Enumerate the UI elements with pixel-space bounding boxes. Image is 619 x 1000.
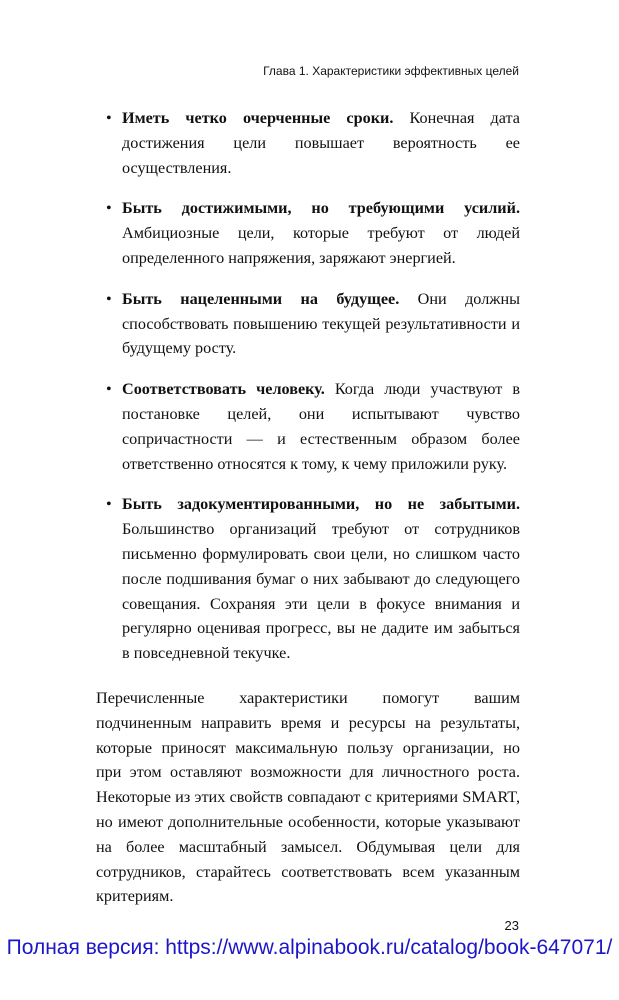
criteria-list [122,106,520,682]
item-heading: Иметь четко очерченные сроки. [122,109,394,127]
page-number: 23 [504,918,519,933]
item-text: Когда люди участвуют в постановке целей, они испытывают чувство сопричастности — и естественным образом более ответственно относятся к тому, к чему приложили руку. [122,380,520,473]
full-version-link[interactable]: Полная версия: https://www.alpinabook.ru/catalog/book-647071/ [6,936,613,959]
list-item [122,196,520,270]
item-text: Амбициозные цели, которые требуют от людей определенного напряжения, заряжают энергией. [122,224,520,267]
list-item [122,377,520,476]
item-heading: Быть нацеленными на будущее. [122,289,400,308]
running-head: Глава 1. Характеристики эффективных целей [263,64,519,78]
item-text: Большинство организаций требуют от сотрудников письменно формулировать свои цели, но слишком часто после подшивания бумаг о них забывают до следующего совещания. Сохраняя эти цели в фокусе внимания и регулярно оценивая прогресс, вы не дадите им забыться в повседневной текучке. [122,520,520,663]
item-heading: Быть достижимыми, но требующими усилий. [122,199,520,218]
list-item [122,106,520,180]
item-text: Они должны способствовать повышению текущей результативности и будущему росту. [122,289,520,358]
item-heading: Соответствовать человеку. [122,380,325,399]
list-item [122,287,520,361]
list-item [122,492,520,666]
body-paragraph: Перечисленные характеристики помогут вашим подчиненным направить время и ресурсы на результаты, которые приносят максимальную пользу организации, но при этом оставляют возможности для личностного роста. Некоторые из этих свойств совпадают с критериями SMART, но имеют дополнительные особенности, которые указывают на более масштабный замысел. Обдумывая цели для сотрудников, старайтесь соответствовать всем указанным критериям. [96,689,520,906]
item-text: Конечная дата достижения цели повышает вероятность ее осуществления. [122,109,520,177]
item-heading: Быть задокументированными, но не забытыми. [122,495,520,514]
